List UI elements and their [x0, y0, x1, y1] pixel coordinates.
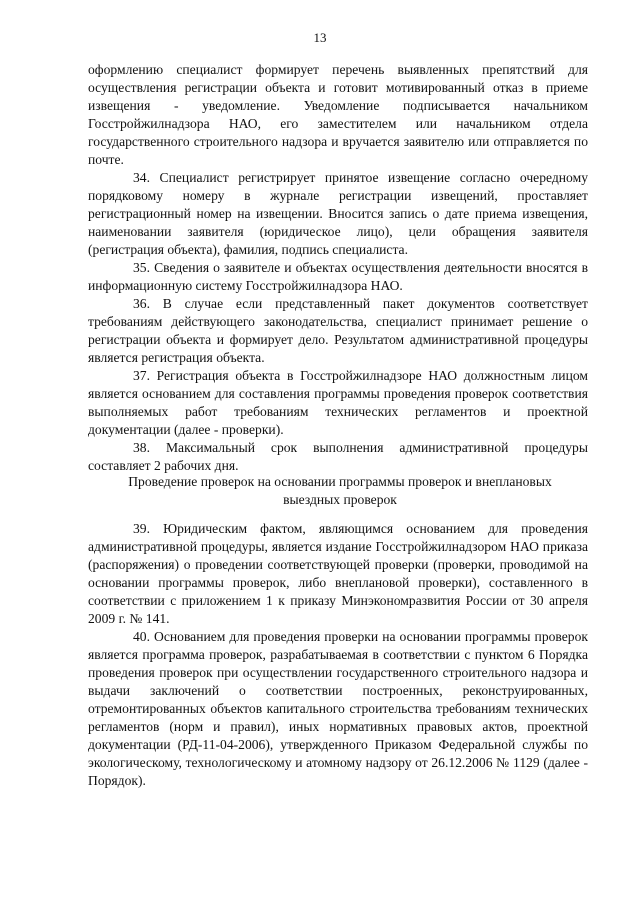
- paragraph-continuation: оформлению специалист формирует перечень выявленных препятствий для осуществления регистрации объекта и готовит мотивированный отказ в приеме извещения - уведомление. Уведомление подписывается начальником Госстройжилнадзора НАО, его заместителем или начальником отдела государственного строительного надзора и вручается заявителю или отправляется по почте.: [88, 62, 588, 167]
- paragraph-35: 35. Сведения о заявителе и объектах осуществления деятельности вносятся в информационную систему Госстройжилнадзора НАО.: [88, 260, 588, 293]
- section-heading: Проведение проверок на основании программы проверок и внеплановых выездных проверок: [128, 474, 552, 507]
- paragraph-36: 36. В случае если представленный пакет документов соответствует требованиям действующего законодательства, специалист принимает решение о регистрации объекта и формирует дело. Результатом административной процедуры является регистрация объекта.: [88, 296, 588, 365]
- paragraph-40: 40. Основанием для проведения проверки на основании программы проверок является программа проверок, разрабатываемая в соответствии с пунктом 6 Порядка проведения проверок при осуществлении государственного строительного надзора и выдачи заключений о соответствии построенных, реконструированных, отремонтированных объектов капитального строительства требованиям технических регламентов (норм и правил), иных нормативных правовых актов, проектной документации (РД-11-04-2006), утвержденного Приказом Федеральной службы по экологическому, технологическому и атомному надзору от 26.12.2006 № 1129 (далее - Порядок).: [88, 629, 588, 788]
- paragraph-37: 37. Регистрация объекта в Госстройжилнадзоре НАО должностным лицом является основанием для составления программы проведения проверок соответствия выполняемых работ требованиям технических регламентов и проектной документации (далее - проверки).: [88, 368, 588, 437]
- text-block-bottom: [88, 520, 588, 790]
- paragraph-34: 34. Специалист регистрирует принятое извещение согласно очередному порядковому номеру в журнале регистрации извещений, проставляет регистрационный номер на извещении. Вносится запись о дате приема извещения, наименовании заявителя (юридическое лицо), цели обращения заявителя (регистрация объекта), фамилия, подпись специалиста.: [88, 170, 588, 257]
- paragraph-38: 38. Максимальный срок выполнения административной процедуры составляет 2 рабочих дня.: [88, 440, 588, 473]
- paragraph-39: 39. Юридическим фактом, являющимся основанием для проведения административной процедуры, является издание Госстройжилнадзором НАО приказа (распоряжения) о проведении соответствующей проверки (проверки, проводимой на основании программы проверок, либо внеплановой проверки), составленного в соответствии с приложением 1 к приказу Минэкономразвития России от 30 апреля 2009 г. № 141.: [88, 521, 588, 626]
- text-block-top: [88, 61, 588, 475]
- page-number: 13: [313, 30, 327, 45]
